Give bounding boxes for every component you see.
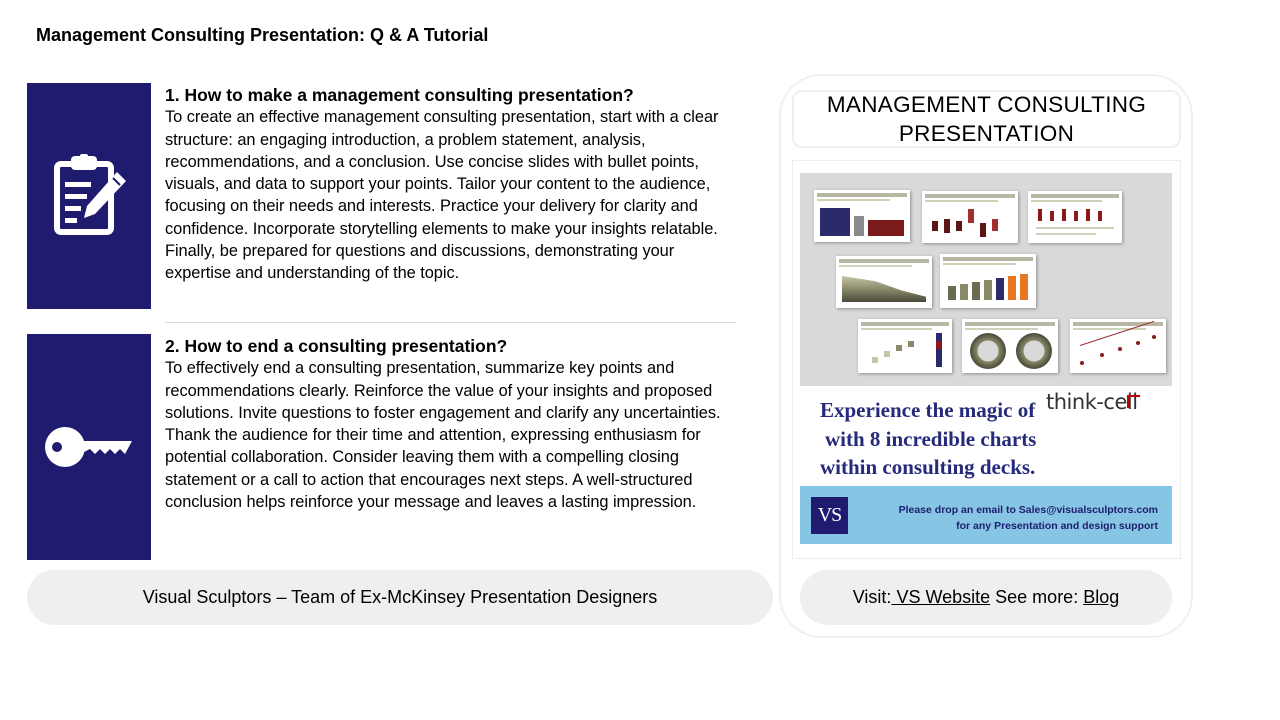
question-2: 2. How to end a consulting presentation?: [165, 336, 508, 356]
chart-thumbnail: [1070, 319, 1166, 373]
promo-line-3: within consulting decks.: [820, 455, 1036, 479]
chart-thumbnail: [922, 191, 1018, 243]
contact-line-1: Please drop an email to Sales@visualsculptors.com: [898, 504, 1158, 516]
chart-thumbnail: [814, 190, 910, 242]
chart-thumbnail: [962, 319, 1058, 373]
promo-line-1: Experience the magic of: [820, 398, 1036, 422]
promo-headline: [820, 396, 1036, 482]
chart-thumbnails: [800, 173, 1172, 386]
answer-1: To create an effective management consulting presentation, start with a clear structure: an engaging introduction, a problem statement, analysis, recommendations, and a conclusion. Use concise slides with bullet points, visuals, and data to support your points. Tailor your content to the audience, focusing on their needs and interests. Practice your delivery for clarity and confidence. Incorporate storytelling elements to make your insights relatable. Finally, be prepared for questions and discussions, demonstrating your expertise and understanding of the topic.: [165, 108, 719, 283]
think-cell-logo: think-cell: [1046, 390, 1138, 414]
contact-text: [858, 502, 1158, 534]
answer-2: To effectively end a consulting presentation, summarize key points and recommendations clearly. Reinforce the value of your insights and proposed solutions. Invite questions to foster engagement and clarify any uncertainties. Thank the audience for their time and attention, expressing enthusiasm for potential collaboration. Consider leaving them with a compelling closing statement or a call to action that encourages next steps. A well-structured conclusion helps reinforce your message and leaves a lasting impression.: [165, 359, 721, 512]
footer-links: [800, 570, 1172, 625]
visit-label: Visit:: [852, 587, 892, 607]
chart-thumbnail: [836, 256, 932, 308]
think-cell-mark-icon: [1127, 395, 1140, 408]
key-icon: [44, 424, 134, 470]
footer-tagline-text: Visual Sculptors – Team of Ex-McKinsey Presentation Designers: [142, 587, 658, 607]
chart-thumbnail: [940, 254, 1036, 308]
clipboard-icon-tile: [27, 83, 151, 309]
chart-thumbnail: [1028, 191, 1122, 243]
page-title: Management Consulting Presentation: Q & A Tutorial: [36, 25, 489, 45]
see-more-label: See more:: [990, 587, 1084, 607]
promo-line-2: with 8 incredible charts: [825, 426, 1037, 451]
clipboard-icon: [49, 154, 129, 238]
key-icon-tile: [27, 334, 151, 560]
vs-website-link[interactable]: VS Website: [891, 587, 991, 607]
question-1: 1. How to make a management consulting presentation?: [165, 85, 634, 105]
chart-thumbnail: [858, 319, 952, 373]
contact-line-2: for any Presentation and design support: [956, 520, 1158, 532]
vs-logo: VS: [811, 497, 848, 534]
card-title: MANAGEMENT CONSULTING PRESENTATION: [792, 90, 1181, 148]
footer-tagline: [27, 570, 773, 625]
qa-item-2: [165, 335, 735, 513]
qa-item-1: [165, 84, 735, 285]
divider: [165, 322, 736, 323]
blog-link[interactable]: Blog: [1083, 587, 1120, 607]
